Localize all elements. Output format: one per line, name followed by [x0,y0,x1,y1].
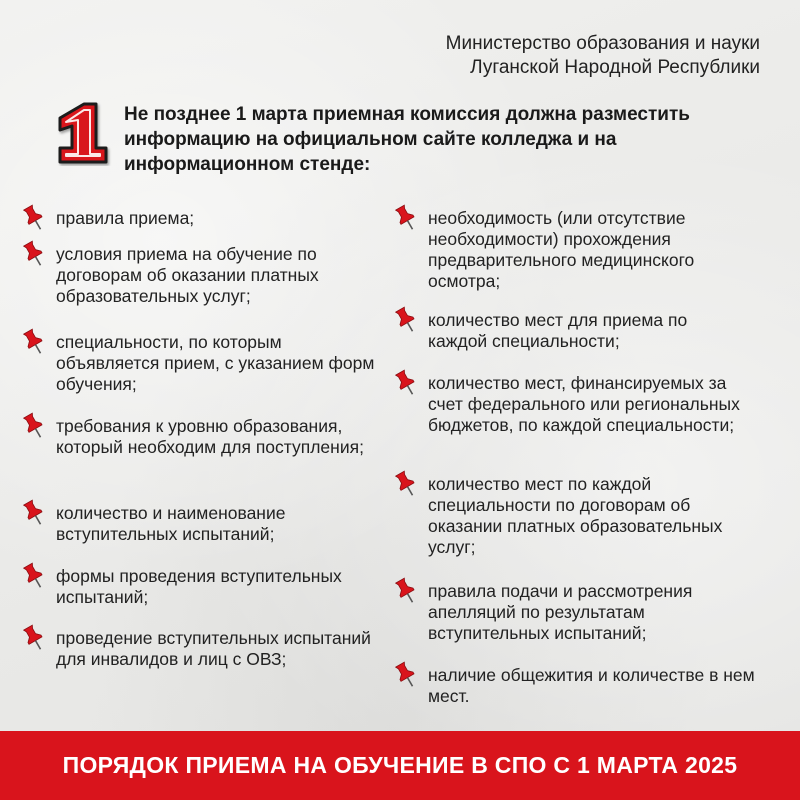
list-item [428,581,758,644]
push-pin-icon [22,624,46,652]
headline-text: Не позднее 1 марта приемная комиссия должна разместить информацию на официальном сайте колледжа и на информационном стенде: [124,104,690,175]
ministry-line-2: Луганской Народной Республики [470,57,760,78]
list-item-text: требования к уровню образования, который необходим для поступления; [56,416,364,457]
list-item-text: количество мест по каждой специальности по договорам об оказании платных образовательных услуг; [428,474,723,557]
list-item-text: правила подачи и рассмотрения апелляций по результатам вступительных испытаний; [428,581,693,643]
list-item [56,566,391,608]
push-pin-icon [22,412,46,440]
list-item-text: наличие общежития и количестве в нем мест. [428,665,755,706]
list-item [428,208,763,292]
list-item [428,474,728,558]
list-item-text: специальности, по которым объявляется прием, с указанием форм обучения; [56,332,375,394]
list-item [428,665,768,707]
list-item [56,208,376,229]
push-pin-icon [22,240,46,268]
list-item [428,373,763,436]
push-pin-icon [394,306,418,334]
list-item-text: необходимость (или отсутствие необходимости) прохождения предварительного медицинского осмотра; [428,208,695,291]
list-item-text: правила приема; [56,208,195,228]
push-pin-icon [394,369,418,397]
list-item [56,416,401,458]
ministry-line-1: Министерство образования и науки [445,33,760,54]
list-item-text: количество мест для приема по каждой специальности; [428,310,688,351]
push-pin-icon [394,204,418,232]
footer-banner [0,731,800,800]
list-item-text: проведение вступительных испытаний для инвалидов и лиц с ОВЗ; [56,628,371,669]
push-pin-icon [22,499,46,527]
list-item-text: формы проведения вступительных испытаний; [56,566,342,607]
list-item [56,628,376,670]
list-item-text: условия приема на обучение по договорам об оказании платных образовательных услуг; [56,244,319,306]
list-item-text: количество и наименование вступительных испытаний; [56,503,286,544]
headline-block [52,100,752,180]
list-item-text: количество мест, финансируемых за счет федерального или региональных бюджетов, по каждой специальности; [428,373,740,435]
push-pin-icon [394,577,418,605]
list-item [56,244,401,307]
footer-title: ПОРЯДОК ПРИЕМА НА ОБУЧЕНИЕ В СПО С 1 МАРТА 2025 [62,752,738,778]
ministry-header [446,32,760,80]
push-pin-icon [394,661,418,689]
push-pin-icon [394,470,418,498]
push-pin-icon [22,204,46,232]
push-pin-icon [22,562,46,590]
list-item [428,310,728,352]
list-item [56,503,356,545]
list-item [56,332,386,395]
push-pin-icon [22,328,46,356]
number-one-badge [52,100,112,166]
